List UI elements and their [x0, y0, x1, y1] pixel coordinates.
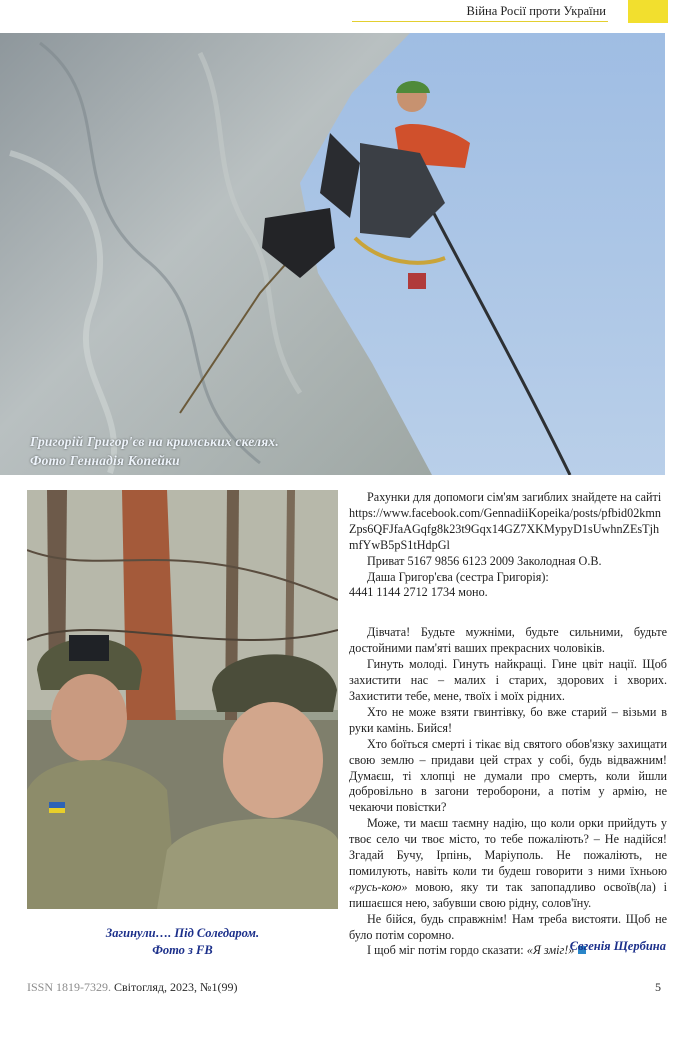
paragraph-2: Гинуть молоді. Гинуть найкращі. Гине цвіт нації. Щоб захистити нас – малих і старих, здорових і хворих. Захистити тебе, мене, твоїх і моїх рідних. — [349, 657, 667, 703]
dasha-account-number: 4441 1144 2712 1734 моно. — [349, 585, 488, 600]
paragraph-3: Хто не може взяти гвинтівку, бо вже старий – візьми в руки камінь. Бийся! — [349, 704, 667, 735]
paragraph-4: Хто боїться смерті і тікає від святого обов'язку захищати свою землю – придави цей страх у собі, будь відважним! Думаєш, ті хлопці не думали про смерть, коли йшли добровільно в загони тероборони, а потім у армію, не чекаючи повістки? — [349, 736, 667, 815]
paragraph-7-text: І щоб міг потім гордо сказати: — [367, 943, 527, 958]
bottom-photo-caption-line-2: Фото з FB — [152, 943, 213, 957]
paragraph-5-text-a: Може, ти маєш таємну надію, що коли орки прийдуть у твоє село чи твоє місто, то тебе пожаліють? – Не надійся! Згадай Бучу, Ірпінь, Маріуполь. Не пожаліють, не помилують, навіть коли ти будеш говорити з ними їхньою — [349, 816, 667, 878]
article-author: Євгенія Щербина — [569, 939, 666, 953]
top-photo-caption-line-2: Фото Геннадія Копейки — [30, 453, 180, 468]
donation-url[interactable]: https://www.facebook.com/GennadiiKopeika/posts/pfbid02kmnZps6QFJfaAGqfg8k23t9Gqx14GZ7XKMypyD1sUwhnZEsTjhmfYwB5pS1tHdpGl — [349, 505, 661, 552]
page-number: 5 — [655, 980, 661, 994]
header-color-block — [628, 0, 668, 23]
paragraph-5 — [349, 816, 667, 911]
paragraph-5-italic: «русь-кою» — [349, 879, 408, 894]
footer-issn: ISSN 1819-7329. — [27, 980, 112, 994]
header-rule — [352, 21, 608, 22]
top-photo-caption-line-1: Григорій Григор'єв на кримських скелях. — [30, 434, 279, 449]
section-title: Війна Росії проти України — [466, 4, 606, 18]
paragraph-6: Не бійся, будь справжнім! Нам треба вистояти. Щоб не було потім соромно. — [349, 911, 667, 942]
privat-account: Приват 5167 9856 6123 2009 Заколодная О.В. — [367, 553, 602, 568]
footer-journal: Світогляд, 2023, №1(99) — [111, 980, 238, 994]
page-footer — [27, 980, 237, 995]
article-body — [349, 490, 667, 959]
soldiers-photo — [27, 490, 338, 909]
climber-photo-illustration — [0, 33, 665, 475]
soldiers-photo-illustration — [27, 490, 338, 909]
climber-photo — [0, 33, 665, 475]
paragraph-gap — [349, 601, 667, 625]
bottom-photo-caption-line-1: Загинули…. Під Соледаром. — [105, 926, 260, 940]
paragraph-5-text-b: мовою, яку ти так запопадливо освоїв(ла) і пишаєшся нею, забувши свою рідну, солов'їну. — [349, 879, 667, 910]
paragraph-7-italic: «Я зміг!» — [526, 943, 575, 958]
dasha-account-label: Даша Григор'єва (сестра Григорія): — [367, 569, 549, 584]
top-photo-caption — [30, 432, 279, 470]
donation-intro: Рахунки для допомоги сім'ям загиблих знайдете на сайті — [367, 490, 662, 504]
paragraph-1: Дівчата! Будьте мужніми, будьте сильними, будьте достойними пам'яті ваших прекрасних чоловіків. — [349, 625, 667, 656]
bottom-photo-caption — [27, 925, 338, 959]
